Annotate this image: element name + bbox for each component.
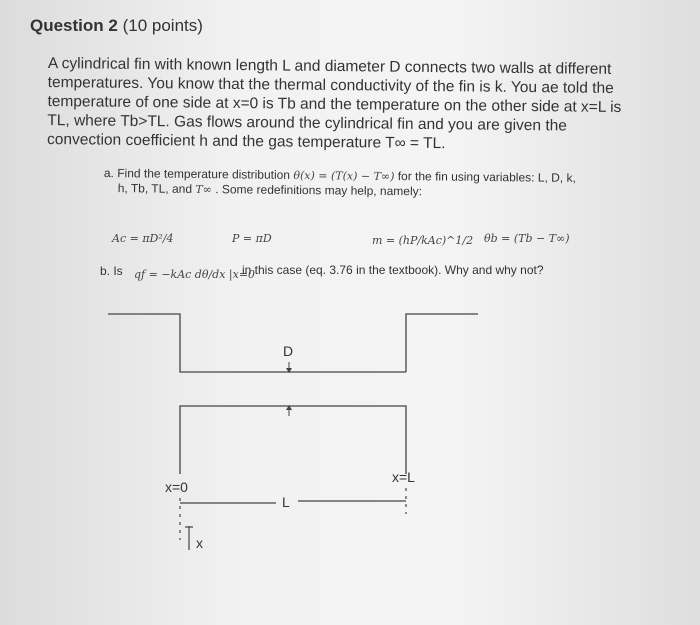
diameter-label: D — [283, 343, 294, 359]
part-a-text: h, Tb, TL, and — [117, 181, 193, 196]
xl-label: x=L — [392, 469, 415, 485]
statement-line: TL, where Tb>TL. Gas flows around the cylindrical fin and you are given the — [47, 111, 568, 135]
length-label: L — [282, 494, 290, 510]
left-wall — [108, 314, 290, 372]
statement-line: convection coefficient h and the gas temperature T∞ = TL. — [47, 130, 446, 153]
part-b-text: in this case (eq. 3.76 in the textbook). Why and why not? — [242, 263, 544, 277]
theta-definition: θ(x) = (T(x) − T∞) — [293, 168, 395, 184]
statement-line: temperature of one side at x=0 is Tb and the temperature on the other side at x=L is — [47, 92, 622, 117]
equation-ac: Ac = πD²/4 — [112, 232, 174, 245]
x0-label: x=0 — [165, 479, 188, 495]
statement-line: A cylindrical fin with known length L and diameter D connects two walls at different — [47, 54, 612, 78]
part-a-text: a. Find the temperature distribution — [103, 166, 291, 182]
part-b-label: b. Is — [100, 264, 123, 278]
part-a-text: for the fin using variables: L, D, k, — [397, 169, 576, 185]
right-wall — [406, 314, 478, 372]
equation-theta-b: θb = (Tb − T∞) — [484, 232, 570, 245]
question-points: (10 points) — [122, 16, 203, 35]
equation-m: m = (hP/kAc)^1/2 — [372, 234, 474, 247]
equation-perimeter: P = πD — [232, 232, 272, 245]
statement-line: temperatures. You know that the thermal conductivity of the fin is k. You ae told the — [47, 73, 614, 97]
part-a-text: . Some redefinitions may help, namely: — [215, 182, 423, 199]
equation-fin-heat-rate: qf = −kAc dθ/dx |x=0 — [134, 268, 256, 281]
t-infinity: T∞ — [195, 182, 212, 197]
question-number: Question 2 — [30, 16, 118, 35]
x-axis-label: x — [196, 535, 203, 551]
fin-bottom-edge — [180, 406, 406, 474]
